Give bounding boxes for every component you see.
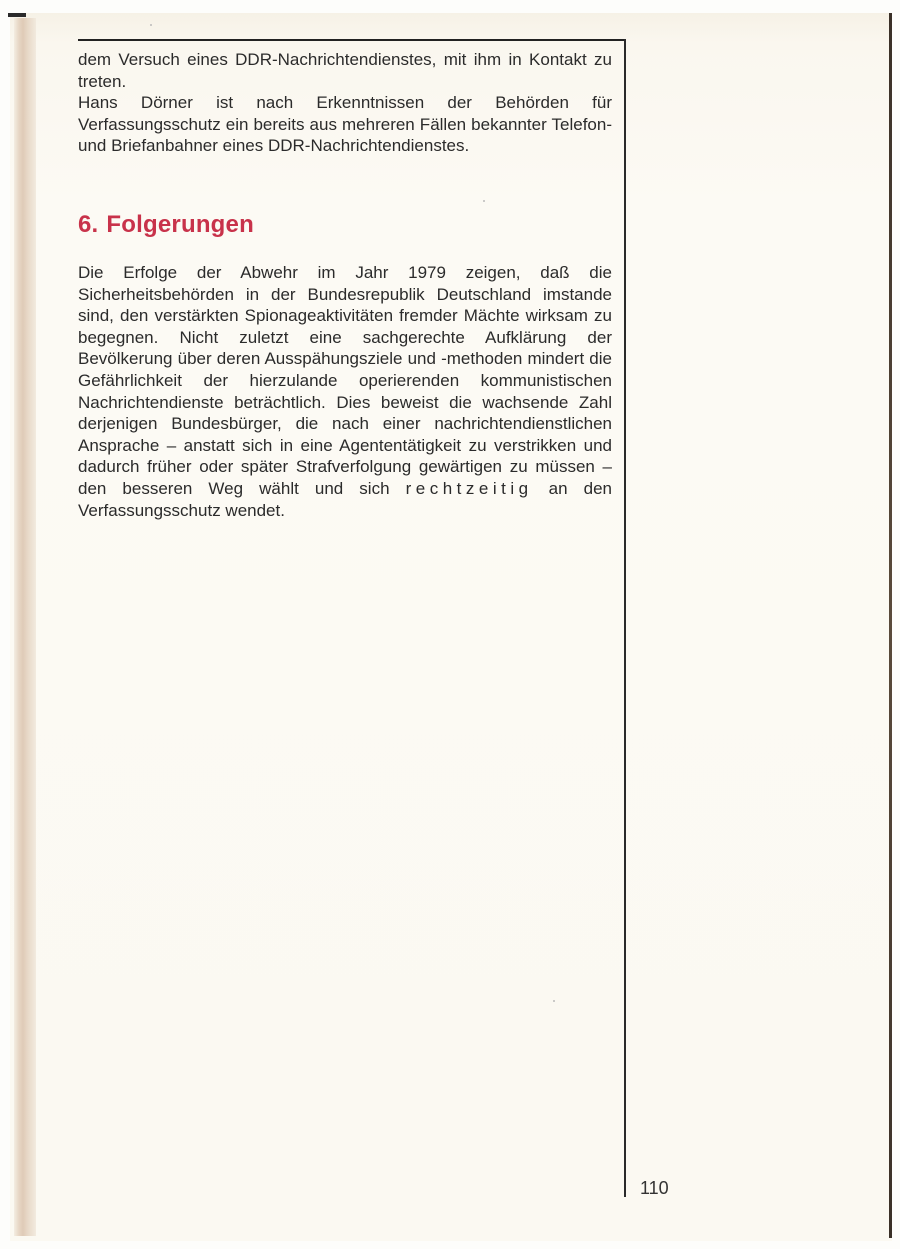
section-title: Folgerungen	[106, 211, 254, 238]
scan-speck	[483, 200, 485, 202]
body-paragraph	[78, 262, 612, 521]
scan-speck	[150, 24, 152, 26]
body-text	[78, 262, 612, 521]
scan-speck	[553, 1000, 555, 1002]
section-heading	[78, 211, 254, 239]
top-rule	[78, 39, 626, 41]
corner-mark	[8, 13, 26, 17]
intro-paragraph-2: Hans Dörner ist nach Erkenntnissen der Behörden für Verfassungsschutz ein bereits aus mehreren Fällen bekannter Telefon- und Briefanbahner eines DDR-Nachrichtendienstes.	[78, 93, 612, 156]
body-text-main: Die Erfolge der Abwehr im Jahr 1979 zeigen, daß die Sicherheitsbehörden in der Bundesrepublik Deutschland imstande sind, den verstärkten Spionageaktivitäten fremder Mächte wirksam zu begegnen. Nicht zuletzt eine sachgerechte Aufklärung der Bevölkerung über deren Ausspähungsziele und -methoden mindert die Gefährlichkeit der hierzulande operierenden kommunistischen Nachrichtendienste beträchtlich. Dies beweist die wachsende Zahl derjenigen Bundesbürger, die nach einer nachrichtendienstlichen Ansprache – anstatt sich in eine Agententätigkeit zu verstrikken und dadurch früher oder später Strafverfolgung gewärtigen zu müssen – den besseren Weg wählt und sich	[78, 263, 612, 498]
page-number: 110	[640, 1178, 669, 1198]
emphasized-word: rechtzeitig	[405, 478, 533, 498]
book-page	[10, 13, 892, 1241]
intro-paragraph-1: dem Versuch eines DDR-Nachrichtendienstes, mit ihm in Kontakt zu treten.	[78, 50, 612, 91]
intro-text	[78, 49, 612, 157]
page-binding-edge	[14, 18, 36, 1236]
column-rule	[624, 39, 626, 1197]
section-number: 6.	[78, 211, 99, 238]
page-right-edge	[889, 13, 892, 1238]
body-text-end: an den Verfassungsschutz wendet.	[78, 478, 612, 520]
